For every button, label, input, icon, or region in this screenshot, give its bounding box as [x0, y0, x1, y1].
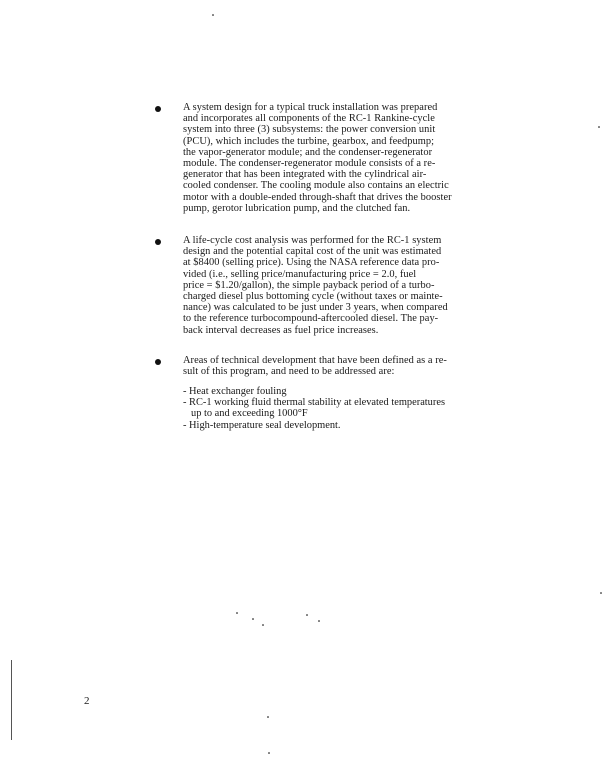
scan-speck: [318, 620, 320, 622]
text-line: nance) was calculated to be just under 3 years, when compared: [183, 302, 448, 314]
text-line: sult of this program, and need to be addressed are:: [183, 366, 395, 378]
text-line: at $8400 (selling price). Using the NASA reference data pro-: [183, 257, 440, 269]
text-line: design and the potential capital cost of the unit was estimated: [183, 246, 442, 258]
page-number: 2: [84, 695, 90, 707]
text-line: back interval decreases as fuel price increases.: [183, 324, 379, 336]
bullet-item-life-cycle-cost: [155, 235, 550, 336]
development-list: [183, 386, 563, 431]
scan-speck: [267, 716, 269, 718]
text-line: Areas of technical development that have been defined as a re-: [183, 355, 447, 366]
text-line: price = $1.20/gallon), the simple payback period of a turbo-: [183, 279, 435, 291]
text-line: cooled condenser. The cooling module also contains an electric: [183, 180, 449, 192]
scan-speck: [212, 14, 214, 16]
text-line: to the reference turbocompound-aftercooled diesel. The pay-: [183, 313, 439, 325]
text-line: charged diesel plus bottoming cycle (without taxes or mainte-: [183, 291, 443, 303]
bullet-item-technical-development: [155, 355, 550, 377]
list-item: - RC-1 working fluid thermal stability at elevated temperatures: [183, 397, 445, 409]
paragraph: [183, 355, 550, 377]
text-line: generator that has been integrated with the cylindrical air-: [183, 169, 427, 181]
list-item: - Heat exchanger fouling: [183, 386, 287, 397]
text-line: motor with a double-ended through-shaft that drives the booster: [183, 191, 452, 203]
scan-speck: [598, 126, 600, 128]
paragraph: [183, 102, 550, 214]
text-line: system into three (3) subsystems: the power conversion unit: [183, 124, 436, 136]
text-line: vided (i.e., selling price/manufacturing price = 2.0, fuel: [183, 268, 417, 280]
text-line: the vapor-generator module; and the condenser-regenerator: [183, 146, 433, 158]
bullet-dot: [155, 106, 161, 112]
scan-speck: [252, 618, 254, 620]
text-line: A system design for a typical truck installation was prepared: [183, 102, 438, 113]
list-item-continuation: up to and exceeding 1000°F: [191, 408, 308, 420]
scan-speck: [306, 614, 308, 616]
bullet-item-system-design: [155, 102, 550, 214]
scan-speck: [268, 752, 270, 754]
text-line: module. The condenser-regenerator module consists of a re-: [183, 158, 436, 170]
bullet-dot: [155, 359, 161, 365]
list-item: - High-temperature seal development.: [183, 419, 341, 431]
bullet-dot: [155, 239, 161, 245]
text-line: and incorporates all components of the RC-1 Rankine-cycle: [183, 113, 435, 125]
text-line: A life-cycle cost analysis was performed for the RC-1 system: [183, 235, 442, 246]
scan-speck: [262, 624, 264, 626]
text-line: (PCU), which includes the turbine, gearbox, and feedpump;: [183, 135, 435, 147]
scan-speck: [600, 592, 602, 594]
text-line: pump, gerotor lubrication pump, and the clutched fan.: [183, 202, 411, 214]
margin-scan-mark: [11, 660, 12, 740]
paragraph: [183, 235, 550, 336]
scan-speck: [236, 612, 238, 614]
